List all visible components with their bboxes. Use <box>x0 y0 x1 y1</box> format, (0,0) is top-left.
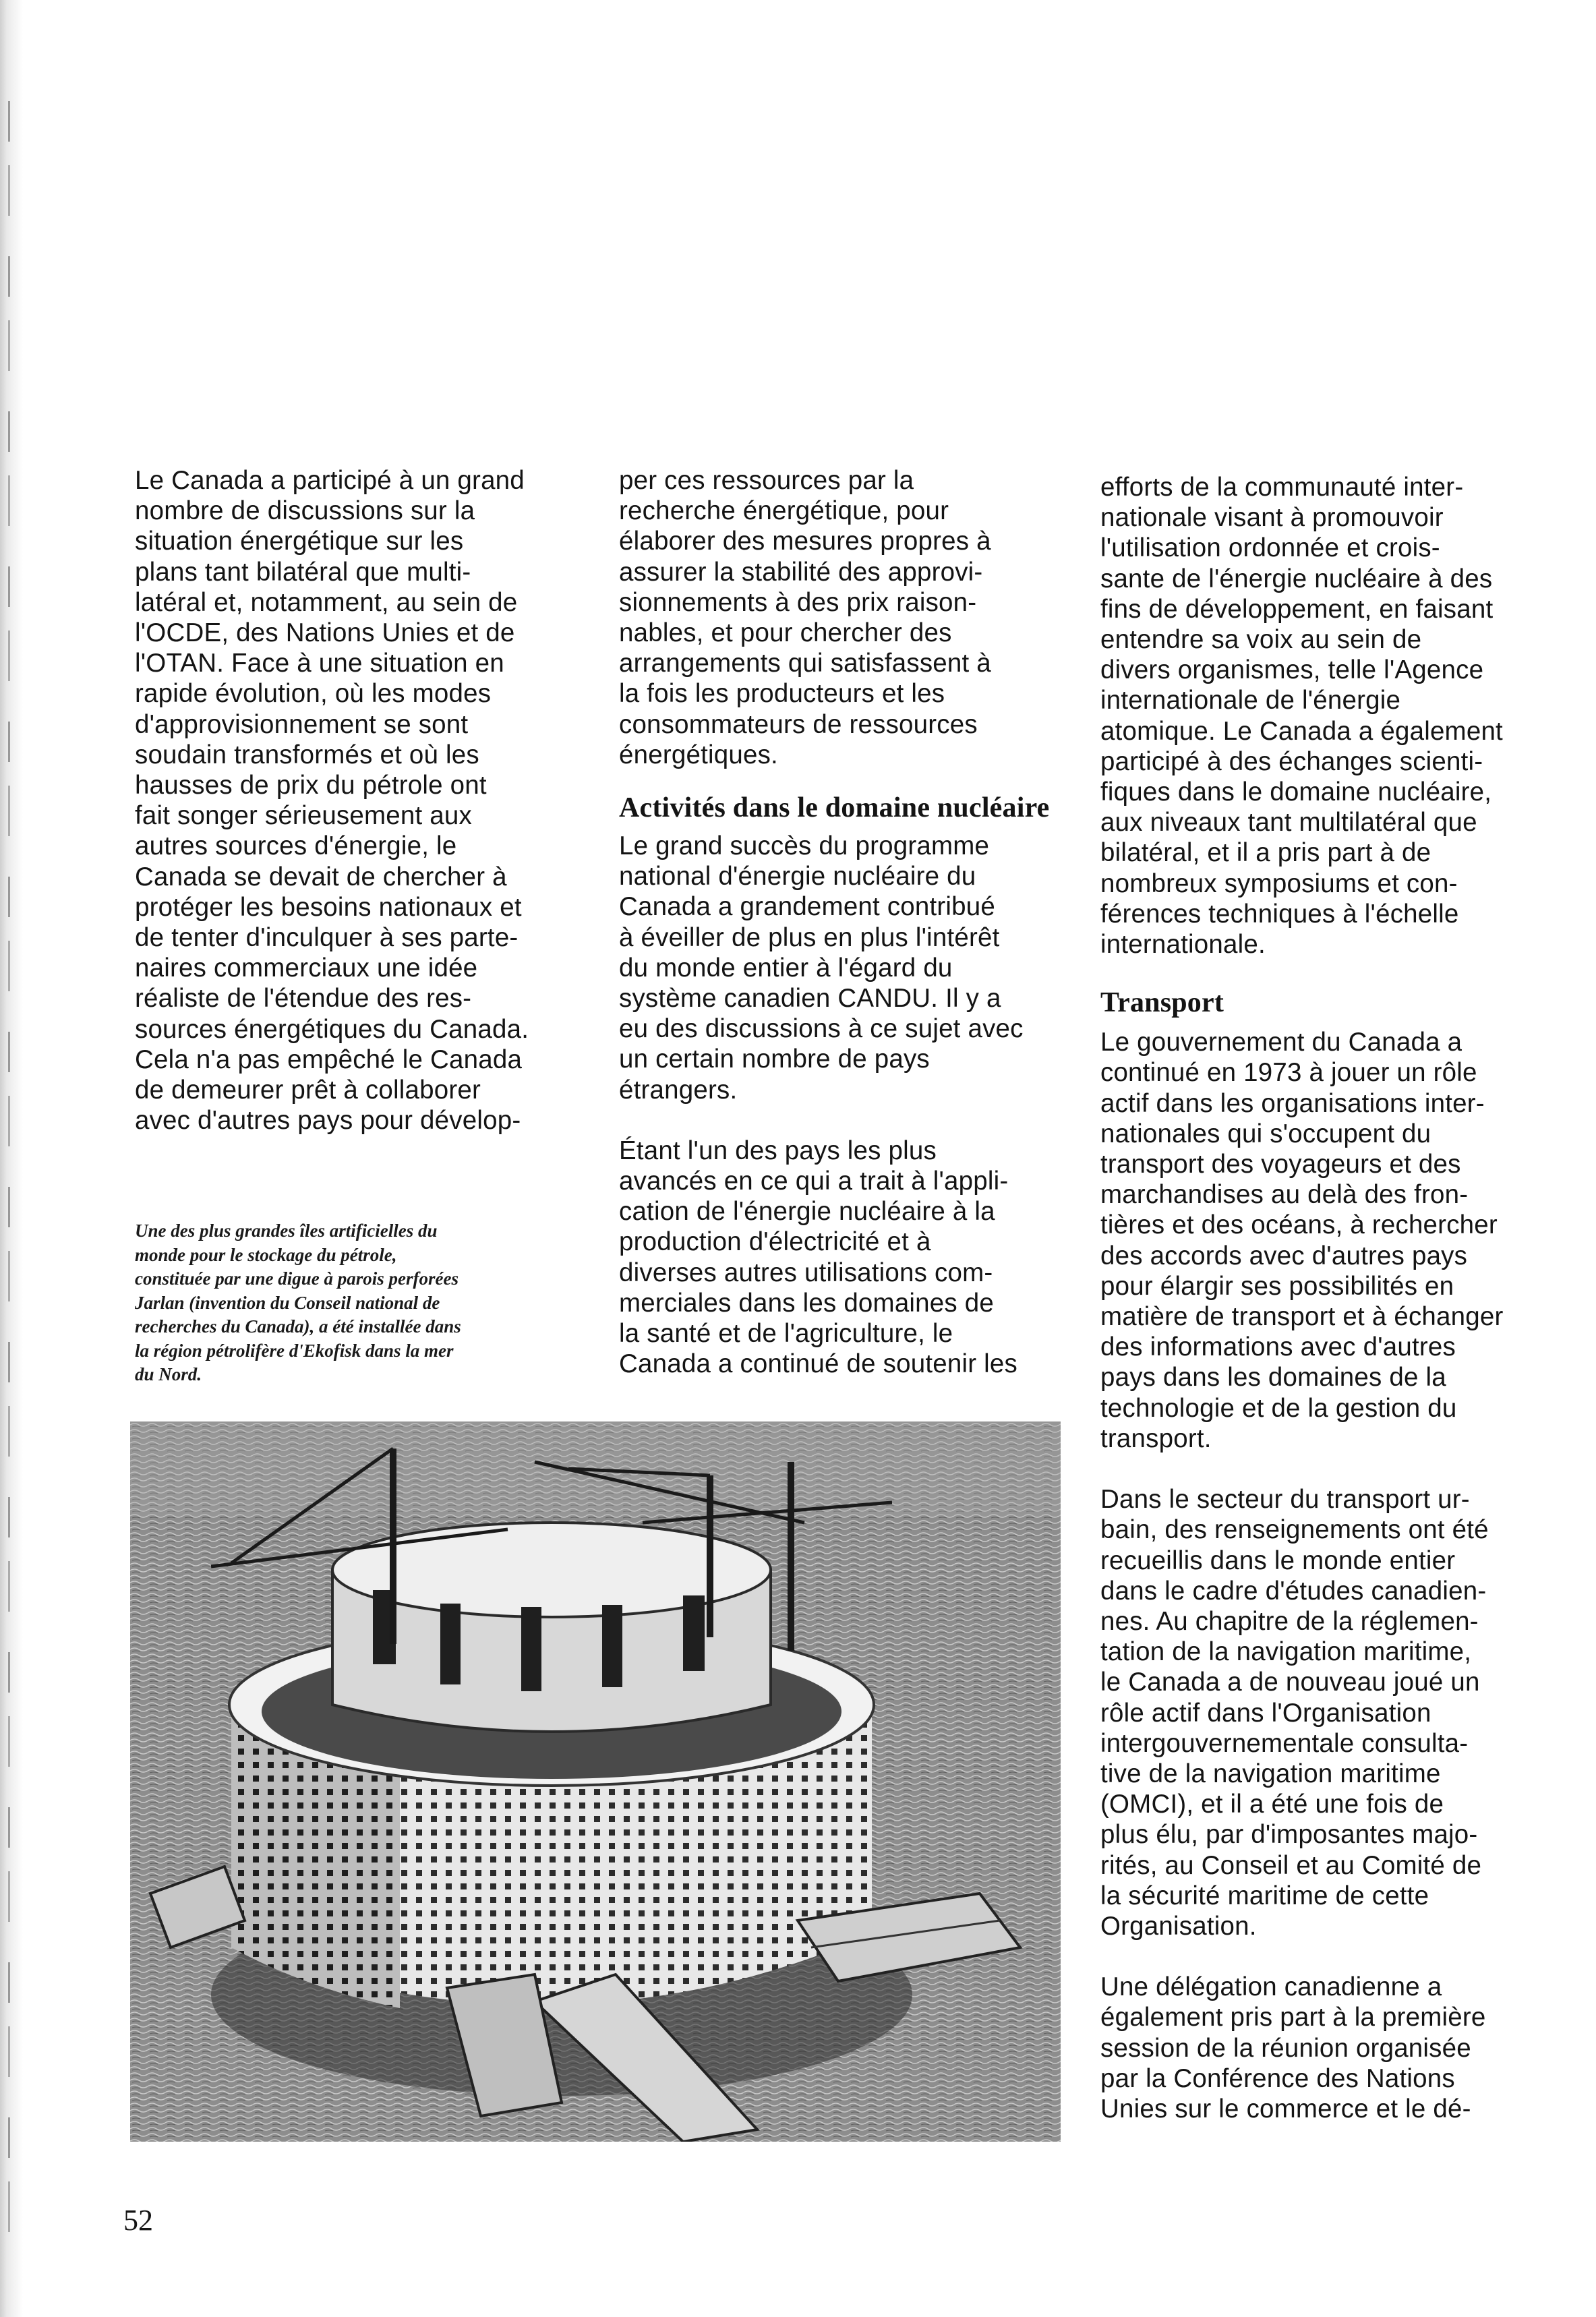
text-column-3 <box>1100 472 1559 2124</box>
paragraph: Le gouvernement du Canada a continué en 1973 à jouer un rôle actif dans les organisations inter- nationales qui s'occupent du transport des voyageurs et des marchandises au delà des fron- tières et des océans, à rechercher des accords avec d'autres pays pour élargir ses possibilités en matière de transport et à échanger des informations avec d'autres pays dans les domaines de la technologie et de la gestion du transport. <box>1100 1028 1504 1453</box>
scanned-page-edge <box>0 0 23 2317</box>
paragraph: per ces ressources par la recherche énergétique, pour élaborer des mesures propres à assurer la stabilité des approvi- sionnements à des prix raison- nables, et pour chercher des arrangements qui satisfassent à la fois les producteurs et les consommateurs de ressources énergétiques. <box>619 466 991 769</box>
section-heading-nuclear: Activités dans le domaine nucléaire <box>619 792 1050 824</box>
paragraph: Dans le secteur du transport ur- bain, des renseignements ont été recueillis dans le monde entier dans le cadre d'études canadien- nes. Au chapitre de la réglemen- tation de la navigation maritime, le Canada a de nouveau joué un rôle actif dans l'Organisation intergouvernementale consulta- tive de la navigation maritime (OMCI), et il a été une fois de plus élu, par d'imposantes majo- rités, au Conseil et au Comité de la sécurité maritime de cette Organisation. <box>1100 1485 1489 1941</box>
photo-caption: Une des plus grandes îles artificielles du monde pour le stockage du pétrole, constituée par une digue à parois perforées Jarlan (invention du Conseil national de recherches du Canada), a été installée dans la région pétrolifère d'Ekofisk dans la mer du Nord. <box>135 1221 461 1384</box>
paragraph: Le Canada a participé à un grand nombre de discussions sur la situation énergétique sur les plans tant bilatéral que multi- latéral et, notamment, au sein de l'OCDE, des Nations Unies et de l'OTAN. Face à une situation en rapide évolution, où les modes d'approvisionnement se sont soudain transformés et où les hausses de prix du pétrole ont fait songer sérieusement aux autres sources d'énergie, le Canada se devait de chercher à protéger les besoins nationaux et de tenter d'inculquer à ses parte- naires commerciaux une idée réaliste de l'étendue des res- sources énergétiques du Canada. Cela n'a pas empêché le Canada de demeurer prêt à collaborer avec d'autres pays pour dévelop- <box>135 466 529 1136</box>
paragraph: Le grand succès du programme national d'énergie nucléaire du Canada a grandement contribué à éveiller de plus en plus l'intérêt du monde entier à l'égard du système canadien CANDU. Il y a eu des discussions à ce sujet avec un certain nombre de pays étrangers. <box>619 831 1024 1105</box>
text-column-2 <box>619 465 1057 1379</box>
offshore-oil-storage-island-icon <box>130 1421 1061 2142</box>
paragraph: Étant l'un des pays les plus avancés en ce qui a trait à l'appli- cation de l'énergie nucléaire à la production d'électricité et à diverses autres utilisations com- merciales dans les domaines de la santé et de l'agriculture, le Canada a continué de soutenir les <box>619 1136 1017 1379</box>
page-number: 52 <box>123 2204 153 2237</box>
section-heading-transport: Transport <box>1100 987 1224 1019</box>
paragraph: Une délégation canadienne a également pris part à la première session de la réunion organisée par la Conférence des Nations Unies sur le commerce et le dé- <box>1100 1972 1486 2123</box>
text-column-1 <box>135 465 566 1136</box>
paragraph: efforts de la communauté inter- nationale visant à promouvoir l'utilisation ordonnée et crois- sante de l'énergie nucléaire à des fins de développement, en faisant entendre sa voix au sein de divers organismes, telle l'Agence internationale de l'énergie atomique. Le Canada a également participé à des échanges scienti- fiques dans le domaine nucléaire, aux niveaux tant multilatéral que bilatéral, et il a pris part à de nombreux symposiums et con- férences techniques à l'échelle internationale. <box>1100 473 1503 960</box>
